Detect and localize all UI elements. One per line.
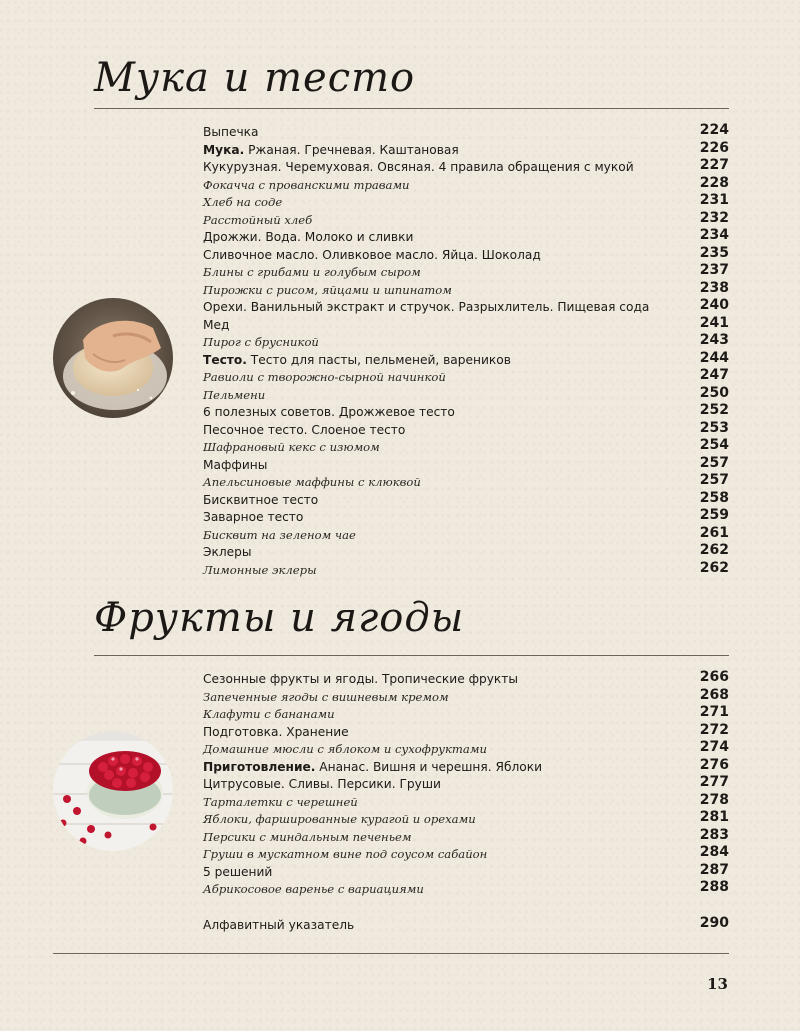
toc-entry-title: Бисквит на зеленом чае: [203, 527, 356, 542]
toc-entry-title: Домашние мюсли с яблоком и сухофруктами: [203, 742, 487, 756]
toc-entry-recipe[interactable]: [203, 560, 729, 578]
toc-entry-page: 284: [699, 844, 729, 860]
section-title-fruits: Фрукты и ягоды: [94, 595, 465, 641]
toc-entry-recipe[interactable]: [203, 437, 729, 455]
toc-entry-title: Фокачча с прованскими травами: [203, 177, 410, 192]
toc-entry-recipe[interactable]: [203, 262, 729, 280]
toc-entry-page: 274: [699, 739, 729, 755]
toc-entry-title: Хлеб на соде: [203, 195, 283, 209]
toc-entry[interactable]: [203, 227, 729, 245]
toc-entry-index[interactable]: [203, 915, 729, 933]
toc-entry[interactable]: [203, 722, 729, 740]
toc-entry-title: Заварное тесто: [203, 510, 304, 524]
toc-entry[interactable]: [203, 542, 729, 560]
toc-entry-page: 247: [699, 367, 729, 383]
toc-entry[interactable]: [203, 669, 729, 687]
toc-entry-page: 231: [699, 192, 729, 208]
toc-entry-title: Абрикосовое варенье с вариациями: [203, 882, 424, 896]
toc-entry-page: 261: [699, 524, 729, 541]
toc-entry-recipe[interactable]: [203, 472, 729, 490]
toc-entry-page: 232: [699, 209, 729, 226]
toc-entry-title: Подготовка. Хранение: [203, 724, 349, 739]
toc-entry-title: Пирожки с рисом, яйцами и шпинатом: [203, 282, 452, 297]
toc-entry-page: 262: [699, 542, 729, 558]
toc-entry-title: Эклеры: [203, 545, 252, 559]
toc-entry-page: 254: [699, 437, 729, 453]
toc-entry-recipe[interactable]: [203, 367, 729, 385]
toc-entry-title: Персики с миндальным печеньем: [203, 829, 412, 844]
toc-entry-title: Алфавитный указатель: [203, 918, 355, 932]
toc-entry[interactable]: [203, 140, 729, 158]
toc-entry-recipe[interactable]: [203, 809, 729, 827]
toc-entry-recipe[interactable]: [203, 210, 729, 228]
toc-entry-page: 266: [699, 669, 729, 685]
toc-entry-title: Яблоки, фаршированные курагой и орехами: [203, 812, 476, 826]
toc-entry-page: 240: [699, 297, 729, 313]
toc-entry-title: Выпечка: [203, 125, 259, 139]
toc-entry-recipe[interactable]: [203, 175, 729, 193]
toc-entry-title: Груши в мускатном вине под соусом сабайон: [203, 847, 488, 861]
toc-entry-page: 262: [699, 559, 729, 576]
toc-entry-page: 259: [699, 507, 729, 523]
toc-entry[interactable]: [203, 402, 729, 420]
toc-entry-title: Бисквитное тесто: [203, 492, 319, 507]
toc-entry-title: Мед: [203, 317, 230, 332]
page-number: 13: [707, 975, 728, 993]
toc-entry-page: 226: [699, 139, 729, 156]
toc-entry-page: 250: [699, 384, 729, 401]
toc-entry-title: 5 решений: [203, 864, 273, 879]
toc-entry-title: Блины с грибами и голубым сыром: [203, 265, 421, 279]
toc-entry-title: Цитрусовые. Сливы. Персики. Груши: [203, 777, 441, 791]
toc-entry-recipe[interactable]: [203, 385, 729, 403]
toc-entry[interactable]: [203, 315, 729, 333]
toc-entry[interactable]: [203, 122, 729, 140]
toc-entry-page: 257: [699, 472, 729, 488]
toc-entry-title: Кукурузная. Черемуховая. Овсяная. 4 правила обращения с мукой: [203, 160, 634, 174]
section-divider: [94, 108, 729, 109]
toc-entry-title: Лимонные эклеры: [203, 562, 317, 577]
toc-entry-recipe[interactable]: [203, 704, 729, 722]
toc-entry-page: 290: [699, 915, 729, 931]
toc-entry[interactable]: [203, 350, 729, 368]
toc-entry-page: 243: [699, 332, 729, 348]
toc-entry-title: Приготовление. Ананас. Вишня и черешня. Яблоки: [203, 759, 542, 774]
toc-entry-page: 268: [699, 686, 729, 703]
toc-entry-recipe[interactable]: [203, 844, 729, 862]
toc-entry-title: Шафрановый кекс с изюмом: [203, 440, 380, 454]
toc-entry[interactable]: [203, 862, 729, 880]
toc-entry-title: Тарталетки с черешней: [203, 794, 358, 809]
toc-list-flour: [203, 122, 729, 577]
footer-divider: [53, 953, 729, 954]
toc-entry-title: Мука. Ржаная. Гречневая. Каштановая: [203, 142, 459, 157]
toc-entry[interactable]: [203, 245, 729, 263]
toc-entry[interactable]: [203, 490, 729, 508]
toc-entry-bold-prefix: Тесто.: [203, 352, 247, 367]
toc-entry-title: Запеченные ягоды с вишневым кремом: [203, 689, 449, 704]
toc-entry-page: 258: [699, 489, 729, 506]
toc-entry-page: 277: [699, 774, 729, 790]
toc-entry-recipe[interactable]: [203, 827, 729, 845]
toc-entry[interactable]: [203, 455, 729, 473]
toc-entry-recipe[interactable]: [203, 525, 729, 543]
toc-entry-page: 224: [699, 122, 729, 138]
toc-entry-page: 234: [699, 227, 729, 243]
toc-entry-page: 257: [699, 454, 729, 471]
toc-entry-page: 276: [699, 756, 729, 773]
toc-entry-page: 287: [699, 861, 729, 878]
toc-entry[interactable]: [203, 774, 729, 792]
toc-entry-recipe[interactable]: [203, 332, 729, 350]
toc-entry-recipe[interactable]: [203, 192, 729, 210]
toc-entry[interactable]: [203, 507, 729, 525]
toc-entry-title: Сезонные фрукты и ягоды. Тропические фрукты: [203, 672, 519, 686]
section-title-flour: Мука и тесто: [94, 55, 416, 101]
toc-entry[interactable]: [203, 757, 729, 775]
toc-entry-recipe[interactable]: [203, 792, 729, 810]
toc-entry-title: Клафути с бананами: [203, 707, 335, 721]
toc-entry-title: Апельсиновые маффины с клюквой: [203, 475, 421, 489]
dough-kneading-photo: [53, 298, 173, 418]
toc-entry-page: 253: [699, 419, 729, 436]
toc-entry-page: 283: [699, 826, 729, 843]
toc-entry-page: 237: [699, 262, 729, 278]
toc-entry-page: 244: [699, 349, 729, 366]
toc-entry-title: Расстойный хлеб: [203, 212, 313, 227]
toc-entry-page: 281: [699, 809, 729, 825]
toc-entry-page: 241: [699, 314, 729, 331]
toc-entry-page: 235: [699, 244, 729, 261]
section-divider: [94, 655, 729, 656]
toc-entry-recipe[interactable]: [203, 739, 729, 757]
toc-entry-recipe[interactable]: [203, 879, 729, 897]
toc-entry-title: Пирог с брусникой: [203, 335, 319, 349]
toc-entry-page: 271: [699, 704, 729, 720]
cranberry-bowl-photo: [53, 731, 173, 851]
toc-entry-recipe[interactable]: [203, 687, 729, 705]
toc-entry-title: Сливочное масло. Оливковое масло. Яйца. Шоколад: [203, 247, 541, 262]
toc-entry-page: 278: [699, 791, 729, 808]
toc-entry-title: Песочное тесто. Слоеное тесто: [203, 422, 406, 437]
toc-entry[interactable]: [203, 297, 729, 315]
toc-entry-page: 228: [699, 174, 729, 191]
toc-entry-page: 227: [699, 157, 729, 173]
toc-entry-page: 288: [699, 879, 729, 895]
toc-entry-title: Маффины: [203, 457, 268, 472]
toc-entry-bold-prefix: Приготовление.: [203, 759, 316, 774]
toc-entry-page: 238: [699, 279, 729, 296]
toc-entry-title: Равиоли с творожно-сырной начинкой: [203, 370, 446, 384]
toc-entry-title: Дрожжи. Вода. Молоко и сливки: [203, 230, 414, 244]
toc-entry-bold-prefix: Мука.: [203, 142, 245, 157]
toc-entry-title: 6 полезных советов. Дрожжевое тесто: [203, 405, 455, 419]
toc-entry[interactable]: [203, 420, 729, 438]
toc-entry-title: Орехи. Ванильный экстракт и стручок. Разрыхлитель. Пищевая сода: [203, 300, 650, 314]
toc-index: [203, 915, 729, 933]
toc-entry-title: Пельмени: [203, 387, 266, 402]
toc-entry[interactable]: [203, 157, 729, 175]
toc-entry-title: Тесто. Тесто для пасты, пельменей, вареников: [203, 352, 511, 367]
toc-entry-recipe[interactable]: [203, 280, 729, 298]
toc-entry-page: 252: [699, 402, 729, 418]
toc-entry-page: 272: [699, 721, 729, 738]
toc-list-fruits: [203, 669, 729, 897]
